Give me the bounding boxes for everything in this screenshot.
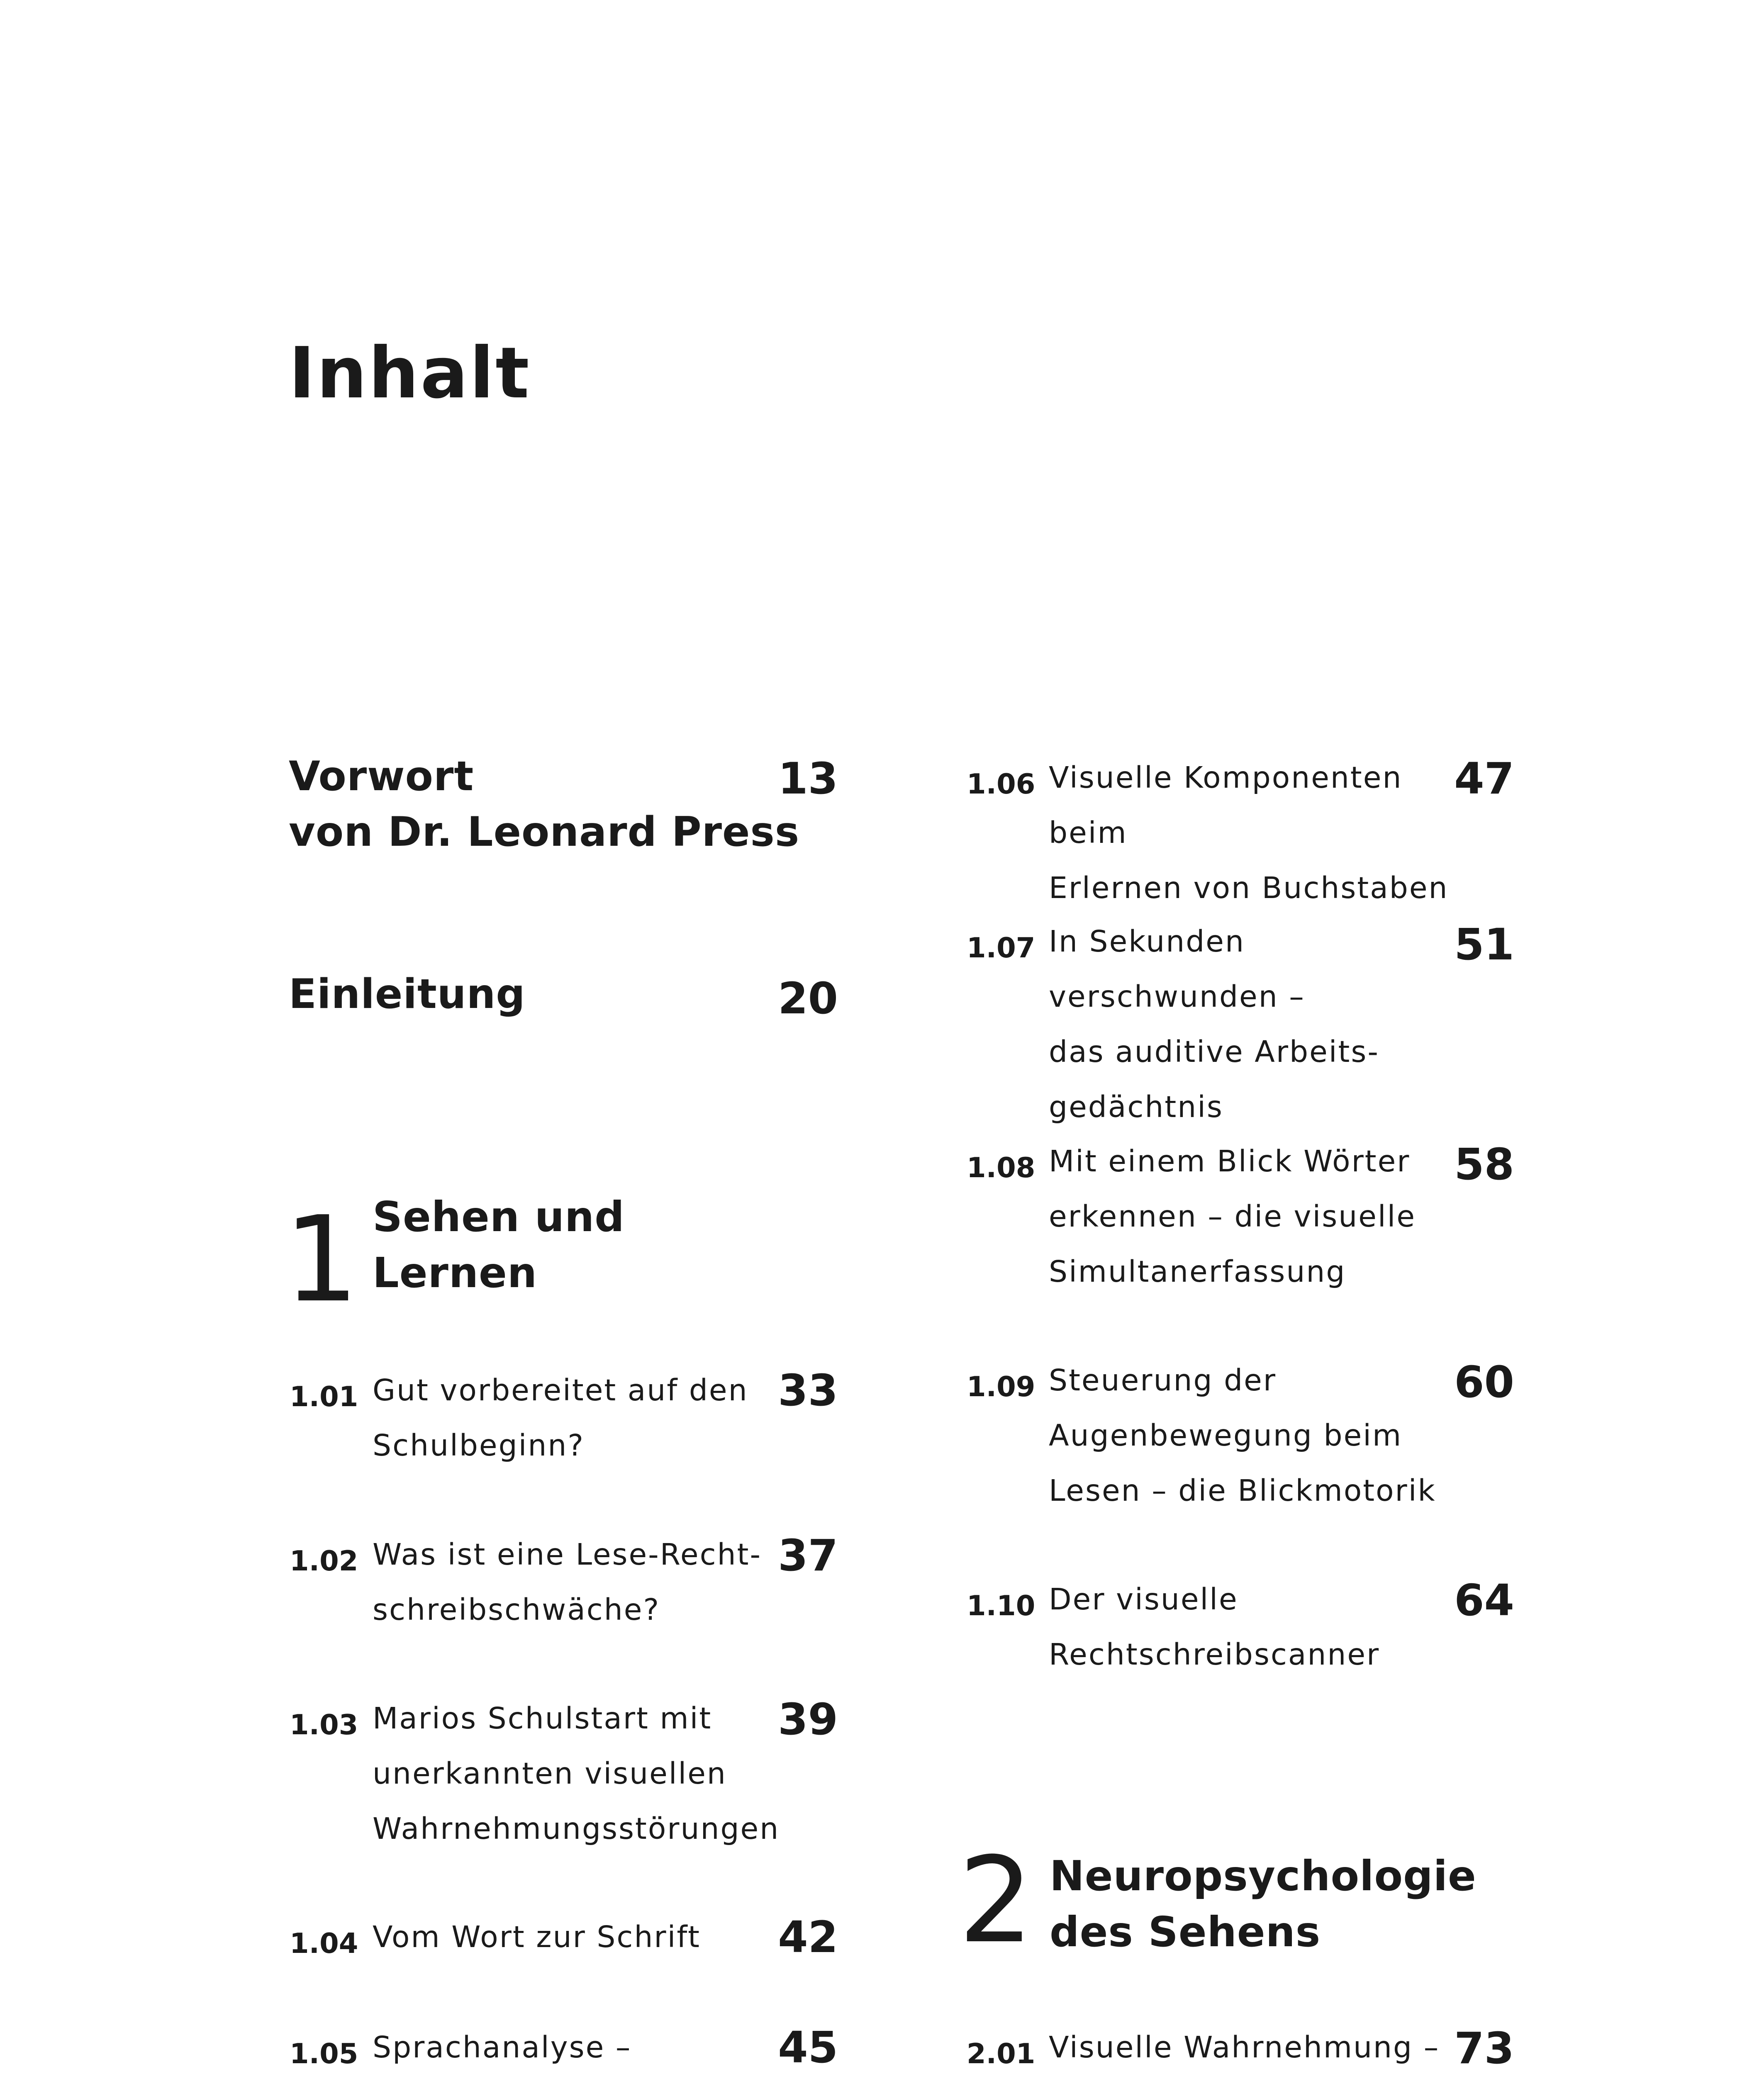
section-number: 1.09 (967, 1370, 1035, 1403)
section-page-number: 60 (1454, 1357, 1514, 1407)
section-page-number: 73 (1454, 2023, 1514, 2074)
section-page-number: 45 (778, 2022, 838, 2073)
section-page-number: 37 (778, 1530, 838, 1581)
section-title: Mit einem Blick Wörter erkennen – die visuelle Simultanerfassung (1049, 1144, 1416, 1289)
chapter-title: Sehen und Lernen (373, 1193, 625, 1297)
section-title: Sprachanalyse – (373, 2030, 632, 2064)
page-title: Inhalt (289, 332, 531, 414)
chapter-title: Neuropsychologie des Sehens (1050, 1852, 1476, 1956)
section-number: 1.03 (290, 1709, 358, 1741)
section-title: Gut vorbereitet auf den Schulbeginn? (373, 1373, 748, 1463)
section-title: Der visuelle Rechtschreibscanner (1049, 1582, 1380, 1672)
section-title: Visuelle Komponenten beim Erlernen von Buchstaben (1049, 760, 1449, 905)
section-number: 1.05 (290, 2037, 358, 2070)
section-page-number: 51 (1454, 919, 1514, 970)
section-number: 1.10 (967, 1590, 1035, 1622)
section-number: 1.02 (290, 1545, 358, 1577)
chapter-number: 2 (958, 1832, 1034, 1969)
section-number: 1.06 (967, 768, 1035, 800)
section-number: 2.01 (967, 2037, 1035, 2070)
section-number: 1.08 (967, 1151, 1035, 1184)
toc-entry-title: Vorwort von Dr. Leonard Press (289, 753, 800, 856)
section-title: Vom Wort zur Schrift (373, 1920, 701, 1954)
section-page-number: 39 (778, 1694, 838, 1745)
section-page-number: 64 (1454, 1575, 1514, 1626)
section-page-number: 42 (778, 1912, 838, 1962)
section-number: 1.01 (290, 1380, 358, 1413)
section-title: Visuelle Wahrnehmung – (1049, 2030, 1440, 2064)
section-title: In Sekunden verschwunden – das auditive Arbeits- gedächtnis (1049, 924, 1379, 1124)
section-title: Steuerung der Augenbewegung beim Lesen – die Blickmotorik (1049, 1363, 1436, 1508)
toc-page-number: 13 (778, 753, 838, 804)
section-page-number: 58 (1454, 1139, 1514, 1190)
section-title: Was ist eine Lese-Recht- schreibschwäche? (373, 1537, 762, 1627)
section-number: 1.04 (290, 1927, 358, 1960)
toc-page-number: 20 (778, 973, 838, 1024)
section-page-number: 33 (778, 1365, 838, 1416)
section-title: Marios Schulstart mit unerkannten visuellen Wahrnehmungsstörungen (373, 1701, 780, 1846)
toc-entry-title: Einleitung (289, 971, 526, 1018)
section-number: 1.07 (967, 932, 1035, 964)
chapter-number: 1 (284, 1191, 359, 1329)
section-page-number: 47 (1454, 753, 1514, 804)
